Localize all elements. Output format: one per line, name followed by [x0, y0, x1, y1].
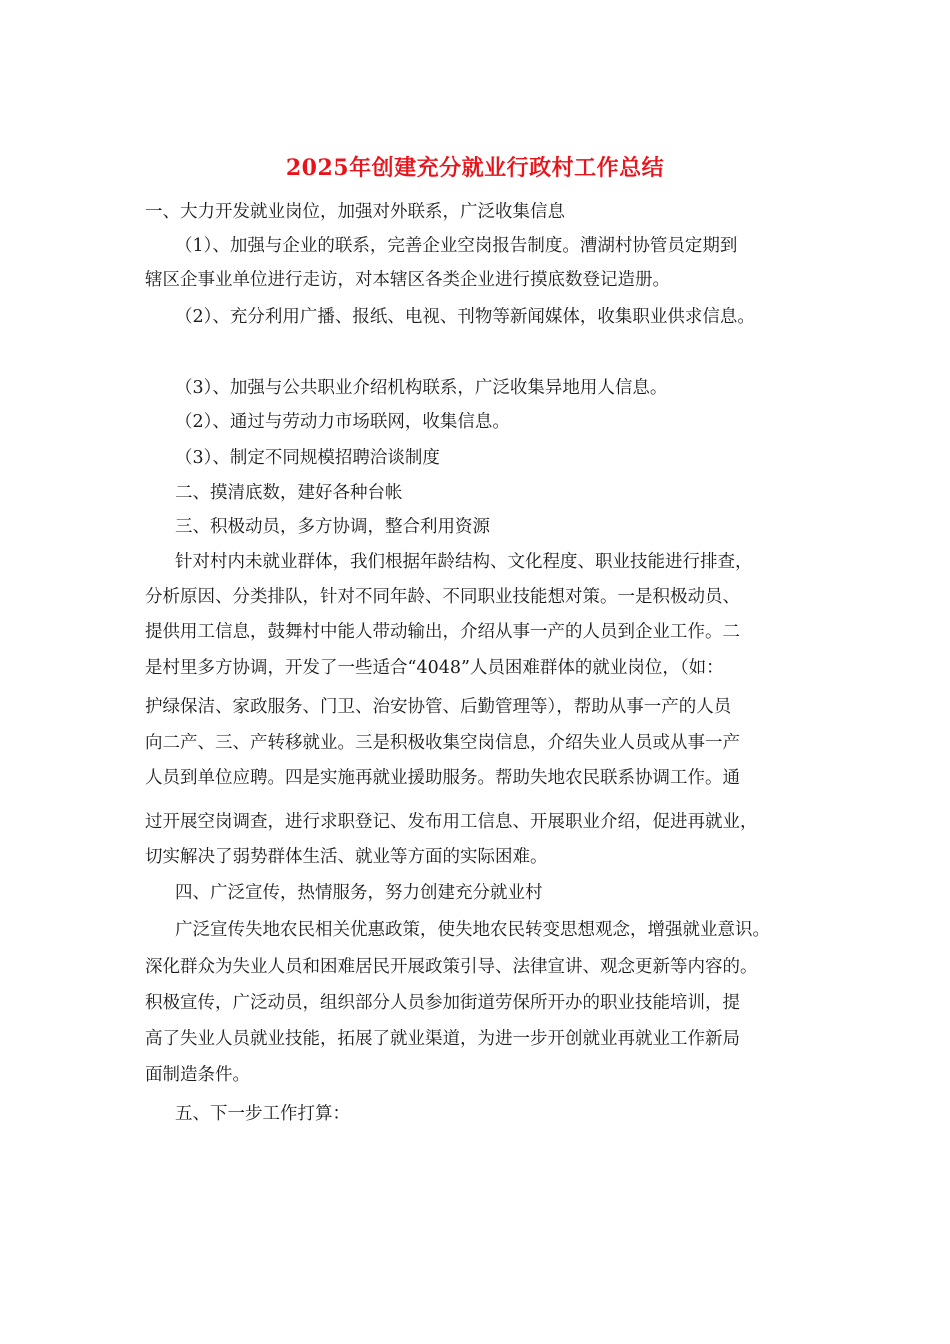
- paragraph-line: 切实解决了弱势群体生活、就业等方面的实际困难。: [145, 847, 548, 867]
- paragraph-line: 过开展空岗调查，进行求职登记、发布用工信息、开展职业介绍，促进再就业，: [145, 812, 758, 832]
- paragraph-line: 面制造条件。: [145, 1065, 250, 1085]
- paragraph-line: （2）、通过与劳动力市场联网，收集信息。: [175, 412, 510, 432]
- paragraph-line: 人员到单位应聘。四是实施再就业援助服务。帮助失地农民联系协调工作。通: [145, 768, 740, 788]
- section-heading-1: 一、大力开发就业岗位，加强对外联系，广泛收集信息: [145, 202, 565, 222]
- paragraph-line: 针对村内未就业群体，我们根据年龄结构、文化程度、职业技能进行排查，: [175, 552, 753, 572]
- section-heading-3: 三、积极动员，多方协调，整合利用资源: [175, 517, 490, 537]
- paragraph-line: （2）、充分利用广播、报纸、电视、刊物等新闻媒体，收集职业供求信息。: [175, 307, 755, 327]
- paragraph-line: 分析原因、分类排队，针对不同年龄、不同职业技能想对策。一是积极动员、: [145, 587, 740, 607]
- paragraph-line: 广泛宣传失地农民相关优惠政策，使失地农民转变思想观念，增强就业意识。: [175, 920, 770, 940]
- section-heading-4: 四、广泛宣传，热情服务，努力创建充分就业村: [175, 883, 543, 903]
- paragraph-line: 提供用工信息，鼓舞村中能人带动输出，介绍从事一产的人员到企业工作。二: [145, 622, 740, 642]
- paragraph-line: 是村里多方协调，开发了一些适合“4048”人员困难群体的就业岗位，（如：: [145, 658, 724, 678]
- paragraph-line: 高了失业人员就业技能，拓展了就业渠道，为进一步开创就业再就业工作新局: [145, 1029, 740, 1049]
- document-title: 2025年创建充分就业行政村工作总结: [285, 155, 665, 181]
- paragraph-line: （1）、加强与企业的联系，完善企业空岗报告制度。漕湖村协管员定期到: [175, 236, 738, 256]
- section-heading-2: 二、摸清底数，建好各种台帐: [175, 483, 403, 503]
- paragraph-line: 护绿保洁、家政服务、门卫、治安协管、后勤管理等），帮助从事一产的人员: [145, 697, 732, 717]
- paragraph-line: 向二产、三、产转移就业。三是积极收集空岗信息，介绍失业人员或从事一产: [145, 733, 740, 753]
- paragraph-line: 深化群众为失业人员和困难居民开展政策引导、法律宣讲、观念更新等内容的。: [145, 957, 758, 977]
- paragraph-line: （3）、制定不同规模招聘洽谈制度: [175, 448, 440, 468]
- paragraph-line: 辖区企事业单位进行走访，对本辖区各类企业进行摸底数登记造册。: [145, 270, 670, 290]
- paragraph-line: 积极宣传，广泛动员，组织部分人员参加街道劳保所开办的职业技能培训，提: [145, 993, 740, 1013]
- paragraph-line: （3）、加强与公共职业介绍机构联系，广泛收集异地用人信息。: [175, 378, 668, 398]
- section-heading-5: 五、下一步工作打算：: [175, 1104, 350, 1124]
